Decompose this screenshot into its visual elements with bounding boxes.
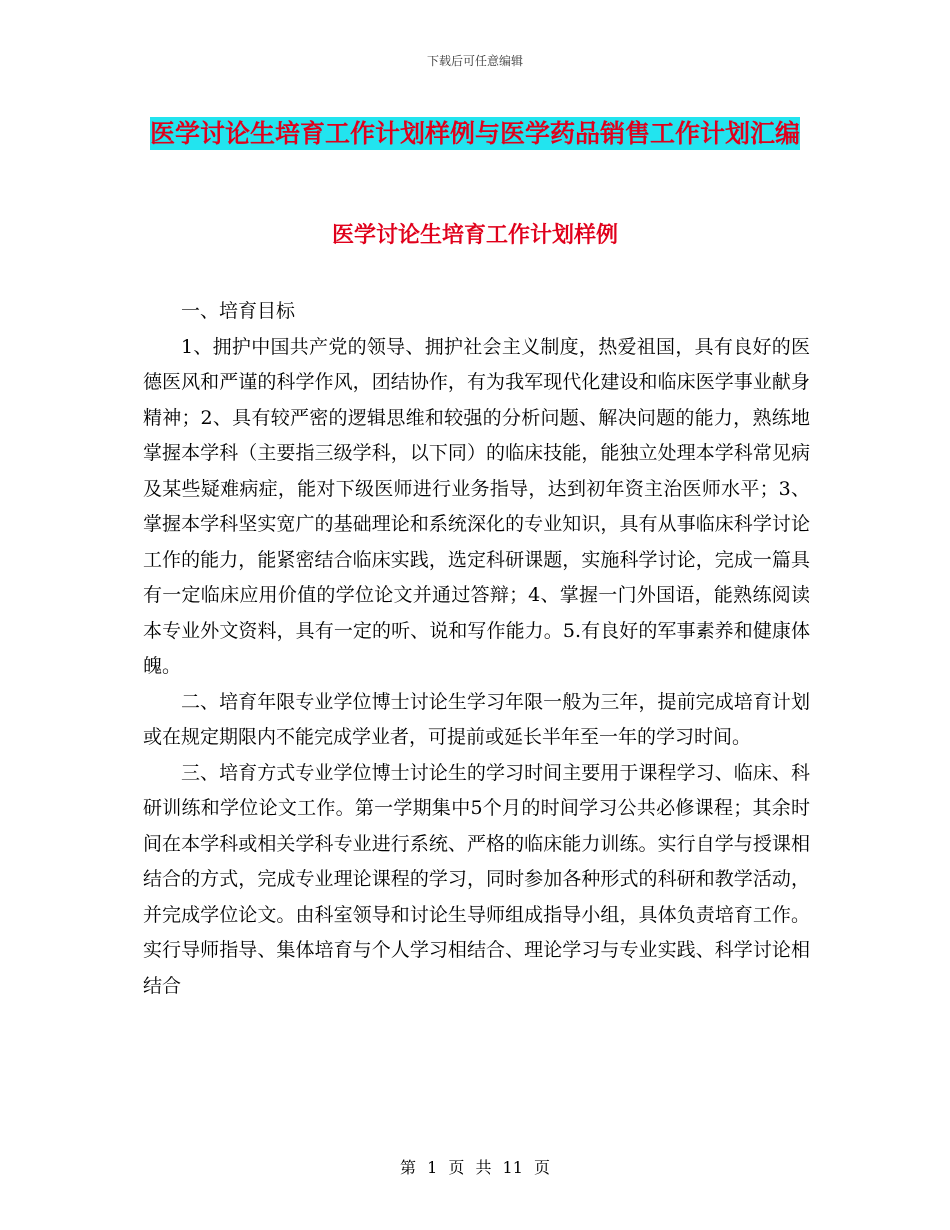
page-footer: 第 1 页 共 11 页 <box>400 1158 550 1177</box>
paragraph: 三、培育方式专业学位博士讨论生的学习时间主要用于课程学习、临床、科研训练和学位论文工作。第一学期集中5个月的时间学习公共必修课程；其余时间在本学科或相关学科专业进行系统、严格的临床能力训练。实行自学与授课相结合的方式，完成专业理论课程的学习，同时参加各种形式的科研和教学活动，并完成学位论文。由科室领导和讨论生导师组成指导小组，具体负责培育工作。实行导师指导、集体培育与个人学习相结合、理论学习与专业实践、科学讨论相结合 <box>143 761 810 997</box>
paragraph: 一、培育目标 <box>181 300 296 322</box>
header-note: 下载后可任意编辑 <box>426 54 523 68</box>
main-title <box>120 108 830 160</box>
paragraph: 二、培育年限专业学位博士讨论生学习年限一般为三年，提前完成培育计划或在规定期限内不能完成学业者，可提前或延长半年至一年的学习时间。 <box>143 690 810 748</box>
body-text <box>143 294 810 1004</box>
paragraph: 1、拥护中国共产党的领导、拥护社会主义制度，热爱祖国，具有良好的医德医风和严谨的科学作风，团结协作，有为我军现代化建设和临床医学事业献身精神；2、具有较严密的逻辑思维和较强的分析问题、解决问题的能力，熟练地掌握本学科（主要指三级学科，以下同）的临床技能，能独立处理本学科常见病及某些疑难病症，能对下级医师进行业务指导，达到初年资主治医师水平；3、掌握本学科坚实宽广的基础理论和系统深化的专业知识，具有从事临床科学讨论工作的能力，能紧密结合临床实践，选定科研课题，实施科学讨论，完成一篇具有一定临床应用价值的学位论文并通过答辩；4、掌握一门外国语，能熟练阅读本专业外文资料，具有一定的听、说和写作能力。5.有良好的军事素养和健康体魄。 <box>143 335 810 677</box>
main-title-highlight: 医学讨论生培育工作计划样例与医学药品销售工作计划汇编 <box>149 119 800 148</box>
section-title: 医学讨论生培育工作计划样例 <box>331 222 618 248</box>
